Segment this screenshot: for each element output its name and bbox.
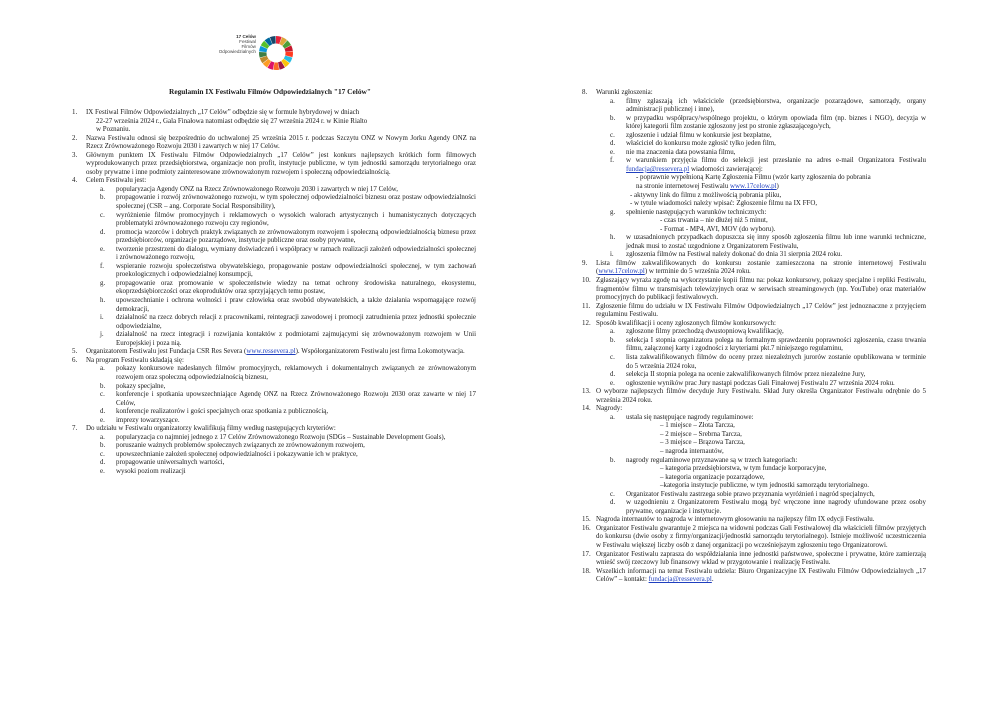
item-text: tworzenie przestrzeni do dialogu, wymiany doświadczeń i współpracy w ramach realizacji założeń odpowiedzialności społecznej i zrównoważonego rozwoju, xyxy=(116,244,476,262)
list-item xyxy=(86,458,476,467)
list-item xyxy=(596,370,926,379)
list-item: c. Organizator Festiwalu zastrzega sobie prawo przyznania wyróżnień i nagród specjalnych, xyxy=(610,489,875,498)
left-column xyxy=(72,108,476,476)
list-item xyxy=(86,467,476,476)
item-text: w uzgodnieniu z Organizatorem Festiwalu mogą być wręczone inne nagrody ufundowane przez osoby prywatne, organizacje i instytucje. xyxy=(626,498,926,515)
section-14-heading: Nagrody: xyxy=(596,404,623,413)
item-text: popularyzacja co najmniej jednego z 17 Celów Zrównoważonego Rozwoju (SDGs – Sustainable Development Goals), xyxy=(116,432,446,441)
item-text: upowszechnianie założeń społecznej odpowiedzialności i pokazywanie ich w praktyce, xyxy=(116,449,358,458)
section-6 xyxy=(72,356,476,424)
section-number: 6. xyxy=(72,355,78,364)
item-text: wspieranie rozwoju społeczeństwa obywatelskiego, propagowanie postaw odpowiedzialności społecznej, w tym zachowań proekologicznych i odpowiedzialnej konsumpcji, xyxy=(116,261,476,279)
item-text: ogłoszenie wyników prac Jury nastąpi podczas Gali Finałowej Festiwalu 27 września 2024 roku. xyxy=(626,378,895,387)
list-item xyxy=(86,211,476,228)
section-16 xyxy=(582,524,926,550)
list-item xyxy=(86,245,476,262)
list-letter: f. xyxy=(100,261,105,270)
email-link[interactable]: fundacja@ressevera.pl xyxy=(648,575,712,584)
section-number: 4. xyxy=(72,176,78,185)
list-item xyxy=(86,450,476,459)
section-9-text xyxy=(596,259,926,276)
section-1-line-3: w Poznaniu. xyxy=(96,125,131,134)
list-item: i. zgłoszenia filmów na Festiwal należy dokonać do dnia 31 sierpnia 2024 roku. xyxy=(610,250,843,259)
list-item: f. w warunkiem przyjęcia filmu do selekcji jest przesłanie na adres e-mail Organizatora Festiwalu fundacja@ressevera.pl wiadomości zawierającej: - poprawnie wypełnioną Kartę Zgłoszenia Filmu (wzór karty zgłoszenia do pobrania na stronie internetowej Festiwalu www.17celow.pl) - aktywny link do filmu z możliwością pobrania pliku, - w tytule wiadomości należy wpisać: Zgłoszenie filmu na IX FFO, xyxy=(610,156,926,208)
sub-line-text: na stronie internetowej Festiwalu xyxy=(636,182,731,191)
list-item xyxy=(86,382,476,391)
list-letter: a. xyxy=(100,432,105,441)
section-14 xyxy=(582,404,926,515)
section-2-text: Nazwa Festiwalu odnosi się bezpośrednio do uchwalonej 25 września 2015 r. podczas Szczytu ONZ w Nowym Jorku Agendy ONZ na Rzecz Zrównoważonego Rozwoju 2030 i zawartych w niej 17 Celów. xyxy=(86,133,476,151)
section-18-post: . xyxy=(711,575,714,584)
item-text: selekcja II stopnia polega na ocenie zakwalifikowanych filmów przez niezależne Jury, xyxy=(626,370,866,379)
list-letter: h. xyxy=(100,296,106,305)
sub-line: – nagroda internautów, xyxy=(660,446,724,455)
section-number: 13. xyxy=(582,387,591,396)
list-item: b. nagrody regulaminowe przyznawane są w trzech kategoriach: – kategoria przedsiębiorstwa, w tym fundacje korporacyjne, – kategoria organizacje pozarządowe, –kategoria instytucje publiczne, w tym jednostki samorządu terytorialnego. xyxy=(596,456,926,490)
list-letter: c. xyxy=(100,210,105,219)
list-letter: b. xyxy=(100,441,106,450)
item-text: zgłoszenia filmów na Festiwal należy dokonać do dnia 31 sierpnia 2024 roku. xyxy=(626,250,843,259)
section-15-text: Nagroda internautów to nagroda w internetowym głosowaniu na najlepszy film IX edycji Festiwalu. xyxy=(596,515,875,524)
section-number: 18. xyxy=(582,566,591,575)
sub-line: - w tytule wiadomości należy wpisać: Zgłoszenie filmu na IX FFO, xyxy=(630,199,818,208)
item-text: nagrody regulaminowe przyznawane są w trzech kategoriach: xyxy=(626,455,798,464)
list-item: b. w przypadku współpracy/wspólnego projektu, o którym opowiada film (np. biznes i NGO), decyzja w której kategorii film zostanie zgłoszony jest po stronie zgłaszającego/ych, xyxy=(610,113,926,131)
list-letter: a. xyxy=(100,364,105,373)
list-letter: c. xyxy=(610,352,615,361)
item-text: poruszanie ważnych problemów społecznych związanych ze zrównoważonym rozwojem, xyxy=(116,441,365,450)
list-letter: e. xyxy=(100,466,105,475)
sub-line-text: ) xyxy=(776,182,779,191)
section-10-text: Zgłaszający wyraża zgodę na wykorzystanie kopii filmu na: pokaz konkursowy, pokazy specjalne i repliki Festiwalu, fragmentów filmu w transmisjach telewizyjnych oraz w serwisach streamingowych (np. YouTube) oraz materiałów promocyjnych do publikacji festiwalowych. xyxy=(596,276,926,302)
section-5-post: ). Współorganizatorem Festiwalu jest firma Lokomotywacja. xyxy=(295,347,465,356)
section-7 xyxy=(72,424,476,475)
item-text: wyróżnienie filmów promocyjnych i reklamowych o wysokich walorach artystycznych i humanistycznych dotyczących problematyki zrównoważonego rozwoju czy regionów, xyxy=(116,210,476,228)
sub-line: - poprawnie wypełnioną Kartę Zgłoszenia Filmu (wzór karty zgłoszenia do pobrania xyxy=(636,173,871,182)
list-item xyxy=(86,433,476,442)
list-letter: d. xyxy=(100,458,106,467)
section-12-heading: Sposób kwalifikacji i oceny zgłoszonych filmów konkursowych: xyxy=(596,318,776,327)
section-number: 7. xyxy=(72,424,78,433)
email-link[interactable]: fundacja@ressevera.pl xyxy=(626,164,690,173)
item-text: filmy zgłaszają ich właściciele (przedsiębiorstwa, organizacje pozarządowe, samorządy, organy administracji publicznej i inne), xyxy=(626,96,926,114)
list-item xyxy=(596,379,926,388)
section-17-text: Organizator Festiwalu zaprasza do współdziałania inne jednostki państwowe, społeczne i prywatne, które zamierzają wnieść swój rzeczowy lub finansowy wkład w przygotowanie i realizację Festiwalu. xyxy=(596,549,926,567)
list-item xyxy=(86,416,476,425)
section-3-text: Głównym punktem IX Festiwalu Filmów Odpowiedzialnych „17 Celów” jest konkurs najlepszych krótkich form filmowych wyprodukowanych przez przedsiębiorstwa, organizacje non profit, instytucje publiczne, w tym jednostki samorządu terytorialnego oraz osoby prywatne i inne podmioty zainteresowane zrównoważonym rozwojem i społeczną odpowiedzialnością. xyxy=(86,150,476,176)
list-letter: d. xyxy=(610,370,616,379)
list-item xyxy=(86,330,476,347)
item-text: działalność na rzecz integracji i rozwijania kontaktów z podmiotami zajmującymi się zrównoważonym rozwojem w Unii Europejskiej i poza nią. xyxy=(116,330,476,347)
section-3 xyxy=(72,151,476,177)
section-12-list xyxy=(596,327,926,387)
sub-line: - aktywny link do filmu z możliwością pobrania pliku, xyxy=(630,190,782,199)
section-4-list xyxy=(86,185,476,347)
item-text: promocja wzorców i dobrych praktyk związanych ze zrównoważonym rozwojem i społeczną odpowiedzialnością biznesu przez przedsiębiorców, organizacje pozarządowe, instytucje publiczne oraz osoby prywatne, xyxy=(116,227,476,245)
list-item xyxy=(596,336,926,353)
list-item: h. w uzasadnionych przypadkach dopuszcza się inny sposób zgłoszenia filmu lub inne warunki techniczne, jednak musi to zostać uzgodnione z Organizatorem Festiwalu, xyxy=(610,233,926,250)
logo-line-3: Filmów xyxy=(241,44,256,49)
section-5-text xyxy=(86,347,476,356)
section-12 xyxy=(582,319,926,387)
list-item xyxy=(596,353,926,370)
section-7-heading: Do udziału w Festiwalu organizatorzy kwalifikują filmy według następujących kryteriów: xyxy=(86,424,336,433)
item-text: ustala się następujące nagrody regulaminowe: xyxy=(626,412,754,421)
item-text: w przypadku współpracy/wspólnego projektu, o którym opowiada film (np. biznes i NGO), decyzja w której kategorii film zostanie zgłoszony jest po stronie zgłaszającego/ych, xyxy=(626,113,926,131)
section-14-list xyxy=(596,413,926,516)
section-4 xyxy=(72,176,476,347)
list-letter: a. xyxy=(610,327,615,336)
list-item: g. spełnienie następujących warunków technicznych: - czas trwania – nie dłużej niż 5 minut, - Format - MP4, AVI, MOV (do wyboru). xyxy=(596,208,926,234)
section-11 xyxy=(582,302,926,319)
list-item xyxy=(86,228,476,245)
item-text: Organizator Festiwalu zastrzega sobie prawo przyznania wyróżnień i nagród specjalnych, xyxy=(626,489,875,498)
section-15 xyxy=(582,515,926,524)
sub-line: – kategoria przedsiębiorstwa, w tym fundacje korporacyjne, xyxy=(660,464,827,473)
section-2 xyxy=(72,134,476,151)
section-number: 11. xyxy=(582,301,591,310)
item-text: popularyzacja Agendy ONZ na Rzecz Zrównoważonego Rozwoju 2030 i zawartych w niej 17 Celów, xyxy=(116,184,398,193)
section-number: 8. xyxy=(582,88,588,96)
item-text: w warunkiem przyjęcia filmu do selekcji jest przesłanie na adres e-mail Organizatora Festiwalu xyxy=(626,156,926,165)
sub-line xyxy=(626,182,926,191)
list-letter: e. xyxy=(100,244,105,253)
sub-line: –kategoria instytucje publiczne, w tym jednostki samorządu terytorialnego. xyxy=(660,481,870,490)
list-item xyxy=(86,407,476,416)
item-text: pokazy specjalne, xyxy=(116,381,166,390)
section-number: 1. xyxy=(72,108,78,116)
ressevera-link[interactable]: www.ressevera.pl xyxy=(246,347,296,356)
section-1-line-2: 22-27 września 2024 r., Gala Finałowa natomiast odbędzie się 27 września 2024 r. w Kinie Rialto xyxy=(96,116,368,125)
section-5 xyxy=(72,347,476,356)
sub-line: - Format - MP4, AVI, MOV (do wyboru). xyxy=(660,224,776,233)
list-item: d. właściciel do konkursu może zgłosić tylko jeden film, xyxy=(610,139,776,148)
list-letter: a. xyxy=(100,184,105,193)
section-18-pre: Wszelkich informacji na temat Festiwalu udziela: Biuro Organizacyjne IX Festiwalu Filmów Odpowiedzialnych „17 Celów” – kontakt: xyxy=(596,566,926,584)
section-8-heading: Warunki zgłoszenia: xyxy=(596,88,653,96)
item-text: upowszechnianie i ochrona wolności i praw człowieka oraz swobód obywatelskich, a także działania wspomagające rozwój demokracji, xyxy=(116,296,476,313)
section-7-list xyxy=(86,433,476,476)
item-text: propagowanie uniwersalnych wartości, xyxy=(116,458,225,467)
list-letter: j. xyxy=(100,330,104,339)
section-number: 14. xyxy=(582,404,591,413)
section-8 xyxy=(582,88,926,259)
section-number: 3. xyxy=(72,150,78,159)
item-text: konferencje i spotkania upowszechniające Agendę ONZ na Rzecz Zrównoważonego Rozwoju 2030 oraz zawarte w niej 17 Celów, xyxy=(116,390,476,407)
item-text: lista zakwalifikowanych filmów do oceny przez niezależnych jurorów zostanie opublikowana w terminie do 5 września 2024 roku, xyxy=(626,352,926,370)
item-text: spełnienie następujących warunków technicznych: xyxy=(626,207,767,216)
list-item: a. ustala się następujące nagrody regulaminowe: – 1 miejsce – Złota Tarcza, – 2 miejsce – Srebrna Tarcza, – 3 miejsce – Brązowa Tarcza, – nagroda internautów, xyxy=(596,413,926,456)
section-10 xyxy=(582,276,926,302)
section-16-text: Organizator Festiwalu gwarantuje 2 miejsca na widowni podczas Gali Festiwalowej dla właścicieli filmów przyjętych do konkursu (dwie osoby z firmy/organizacji/jednostki samorządu terytorialnego). Istnieje możliwość uczestniczenia w Festiwalu większej liczby osób z danej organizacji po wcześniejszym zgłoszeniu tego Organizatorowi. xyxy=(596,523,926,549)
list-letter: c. xyxy=(100,390,105,399)
document-title: Regulamin IX Festiwalu Filmów Odpowiedzialnych "17 Celów" xyxy=(168,87,371,96)
item-text: selekcja I stopnia organizatora polega na formalnym sprawdzeniu poprawności zgłoszenia, czasu trwania filmu, załączonej karty i zgodności z kryteriami pkt.7 niniejszego regulaminu, xyxy=(626,335,926,353)
list-item: c. zgłoszenie i udział filmu w konkursie jest bezpłatne, xyxy=(610,130,772,139)
item-text: imprezy towarzyszące. xyxy=(116,415,180,424)
sub-line: – 1 miejsce – Złota Tarcza, xyxy=(660,421,735,430)
list-letter: d. xyxy=(100,407,106,416)
sdg-wheel-icon xyxy=(258,35,294,71)
list-letter: e. xyxy=(100,415,105,424)
section-number: 12. xyxy=(582,318,591,327)
section-18 xyxy=(582,567,926,584)
section-number: 10. xyxy=(582,276,591,285)
list-item: d. w uzgodnieniu z Organizatorem Festiwalu mogą być wręczone inne nagrody ufundowane przez osoby prywatne, organizacje i instytucje. xyxy=(610,498,926,515)
website-link[interactable]: www.17celow.pl xyxy=(598,267,645,276)
list-item: e. nie ma znaczenia data powstania filmu, xyxy=(610,147,736,156)
list-item xyxy=(86,193,476,210)
list-item xyxy=(86,279,476,296)
section-number: 15. xyxy=(582,515,591,524)
logo-line-2: Festiwal xyxy=(239,39,256,44)
festival-logo xyxy=(218,34,338,74)
website-link[interactable]: www.17celow.pl xyxy=(730,182,777,191)
list-letter: e. xyxy=(610,378,615,387)
list-item xyxy=(86,313,476,330)
section-1-line-1: IX Festiwal Filmów Odpowiedzialnych „17 Celów” odbędzie się w formule hybrydowej w dniach xyxy=(86,108,360,116)
logo-line-1: 17 Celów xyxy=(236,34,256,39)
item-text: zgłoszone filmy przechodzą dwustopniową kwalifikację, xyxy=(626,327,784,336)
item-text: wysoki poziom realizacji xyxy=(116,466,186,475)
section-number: 9. xyxy=(582,258,588,267)
section-number: 5. xyxy=(72,347,78,356)
list-letter: d. xyxy=(100,227,106,236)
section-11-text: Zgłoszenie filmu do udziału w IX Festiwalu Filmów Odpowiedzialnych „17 Celów” jest jednoznaczne z przyjęciem regulaminu Festiwalu. xyxy=(596,301,926,319)
item-text: propagowanie i rozwój zrównoważonego rozwoju, w tym społecznej odpowiedzialności biznesu oraz postaw odpowiedzialności społecznej (CSR – ang. Corporate Social Responsibility), xyxy=(116,193,476,211)
section-9 xyxy=(582,259,926,276)
list-letter: c. xyxy=(100,449,105,458)
section-8-list xyxy=(596,97,926,259)
list-item xyxy=(86,262,476,279)
item-text: zgłoszenie i udział filmu w konkursie jest bezpłatne, xyxy=(626,130,772,139)
list-item xyxy=(86,364,476,381)
list-letter: i. xyxy=(100,313,104,322)
section-17 xyxy=(582,550,926,567)
section-6-list xyxy=(86,364,476,424)
section-13 xyxy=(582,387,926,404)
section-number: 17. xyxy=(582,549,591,558)
item-text: właściciel do konkursu może zgłosić tylko jeden film, xyxy=(626,139,776,148)
logo-line-4: Odpowiedzialnych xyxy=(218,49,256,54)
logo-text xyxy=(218,34,256,54)
item-text: pokazy konkursowe nadesłanych filmów promocyjnych, reklamowych i dokumentalnych związanych ze zrównoważonym rozwojem oraz społeczną odpowiedzialnością biznesu, xyxy=(116,364,476,381)
section-number: 16. xyxy=(582,523,591,532)
sub-line: – 3 miejsce – Brązowa Tarcza, xyxy=(660,438,745,447)
list-item xyxy=(86,185,476,194)
section-13-text: O wyborze najlepszych filmów decyduje Jury Festiwalu. Skład Jury określa Organizator Festiwalu odrębnie do 5 września 2024 roku. xyxy=(596,387,926,404)
section-number: 2. xyxy=(72,133,78,142)
item-text: propagowanie oraz promowanie w społeczeństwie wiedzy na temat ochrony środowiska naturalnego, ekosystemu, ekoprzedsiębiorczości oraz ekoproduktów oraz sprzyjających temu postaw, xyxy=(116,278,476,296)
section-5-pre: Organizatorem Festiwalu jest Fundacja CSR Res Severa ( xyxy=(86,347,247,356)
list-item xyxy=(86,296,476,313)
list-letter: b. xyxy=(100,193,106,202)
list-letter: g. xyxy=(100,278,106,287)
right-column xyxy=(582,88,926,584)
item-text: działalność na rzecz dobrych relacji z pracownikami, reintegracji zawodowej i promocji zatrudnienia przez jednostki społecznie odpowiedzialne, xyxy=(116,313,476,330)
list-item xyxy=(596,327,926,336)
section-1 xyxy=(72,108,476,134)
sub-line: – kategoria organizacje pozarządowe, xyxy=(660,472,765,481)
list-item xyxy=(86,441,476,450)
section-18-text xyxy=(596,567,926,584)
sub-line: – 2 miejsce – Srebrna Tarcza, xyxy=(660,429,742,438)
wheel-segment xyxy=(273,62,279,70)
item-text: nie ma znaczenia data powstania filmu, xyxy=(626,147,736,156)
list-item xyxy=(86,390,476,407)
section-6-heading: Na program Festiwalu składają się: xyxy=(86,355,184,364)
section-4-heading: Celem Festiwalu jest: xyxy=(86,176,147,185)
item-text: w uzasadnionych przypadkach dopuszcza się inny sposób zgłoszenia filmu lub inne warunki techniczne, jednak musi to zostać uzgodnione z Organizatorem Festiwalu, xyxy=(626,233,926,250)
list-letter: b. xyxy=(100,381,106,390)
section-9-post: ) w terminie do 5 września 2024 roku. xyxy=(644,267,751,276)
item-text: konferencje realizatorów i gości specjalnych oraz spotkania z publicznością, xyxy=(116,407,329,416)
item-text: wiadomości zawierającej: xyxy=(689,164,763,173)
sub-line: - czas trwania – nie dłużej niż 5 minut, xyxy=(660,216,768,225)
list-item: a. filmy zgłaszają ich właściciele (przedsiębiorstwa, organizacje pozarządowe, samorządy, organy administracji publicznej i inne), xyxy=(610,96,926,114)
section-9-pre: Lista filmów zakwalifikowanych do konkursu zostanie zamieszczona na stronie internetowej Festiwalu ( xyxy=(596,258,926,276)
list-letter: b. xyxy=(610,335,616,344)
